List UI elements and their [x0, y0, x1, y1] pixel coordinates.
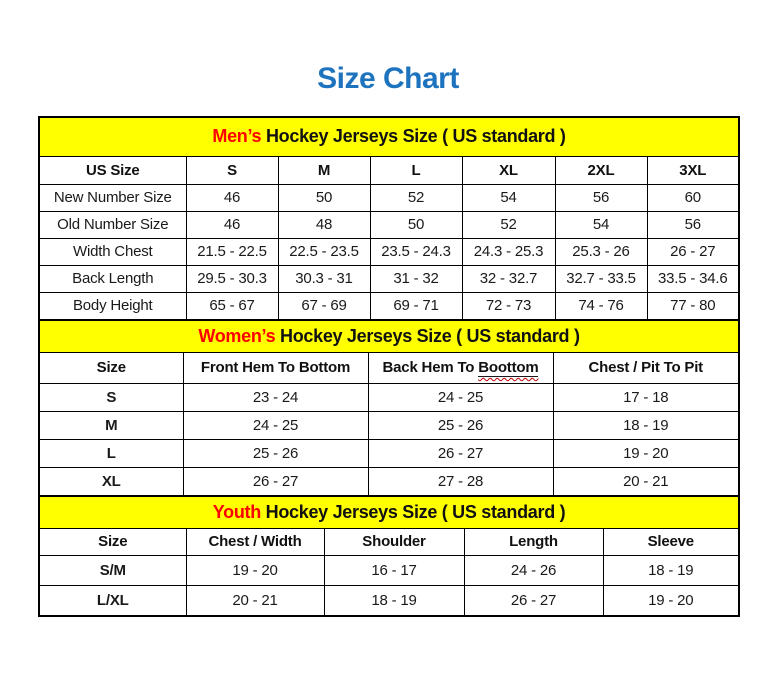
column-header: XL — [462, 156, 555, 184]
size-cell: 54 — [555, 211, 647, 238]
womens-banner-text: Hockey Jerseys Size ( US standard ) — [275, 325, 580, 346]
size-cell: 46 — [186, 211, 278, 238]
column-header: Sleeve — [603, 528, 739, 555]
womens-banner — [39, 320, 739, 353]
size-cell: 26 - 27 — [464, 585, 603, 616]
size-cell: 56 — [555, 184, 647, 211]
size-cell: 27 - 28 — [368, 467, 553, 496]
womens-header-row — [39, 352, 739, 383]
size-cell: 21.5 - 22.5 — [186, 238, 278, 265]
size-cell: 26 - 27 — [368, 439, 553, 467]
table-row — [39, 265, 739, 292]
size-cell: 48 — [278, 211, 370, 238]
size-cell: 74 - 76 — [555, 292, 647, 320]
size-cell: 16 - 17 — [324, 555, 464, 585]
row-label: Old Number Size — [39, 211, 186, 238]
table-row — [39, 184, 739, 211]
size-cell: 18 - 19 — [553, 411, 739, 439]
size-cell: 50 — [370, 211, 462, 238]
size-cell: 72 - 73 — [462, 292, 555, 320]
size-cell: 69 - 71 — [370, 292, 462, 320]
womens-banner-row — [39, 320, 739, 353]
size-cell: 30.3 - 31 — [278, 265, 370, 292]
size-cell: 50 — [278, 184, 370, 211]
column-header: Size — [39, 528, 186, 555]
size-cell: 19 - 20 — [603, 585, 739, 616]
womens-banner-highlight: Women’s — [198, 325, 276, 346]
table-row — [39, 238, 739, 265]
size-cell: 18 - 19 — [324, 585, 464, 616]
row-label: S/M — [39, 555, 186, 585]
size-cell: 77 - 80 — [647, 292, 739, 320]
size-cell: 26 - 27 — [647, 238, 739, 265]
size-cell: 22.5 - 23.5 — [278, 238, 370, 265]
column-header: Chest / Pit To Pit — [553, 352, 739, 383]
size-cell: 32 - 32.7 — [462, 265, 555, 292]
youth-banner-highlight: Youth — [212, 501, 261, 522]
size-cell: 23.5 - 24.3 — [370, 238, 462, 265]
table-row — [39, 555, 739, 585]
mens-banner-text: Hockey Jerseys Size ( US standard ) — [261, 126, 566, 146]
mens-banner — [39, 117, 739, 157]
size-cell: 25 - 26 — [183, 439, 368, 467]
size-cell: 33.5 - 34.6 — [647, 265, 739, 292]
mens-size-table — [38, 116, 740, 321]
table-row — [39, 585, 739, 616]
row-label: L — [39, 439, 183, 467]
back-hem-prefix: Back Hem To — [382, 359, 479, 376]
column-header: S — [186, 156, 278, 184]
row-label: M — [39, 411, 183, 439]
size-cell: 25 - 26 — [368, 411, 553, 439]
row-label: Body Height — [39, 292, 186, 320]
size-cell: 23 - 24 — [183, 383, 368, 411]
page-title: Size Chart — [317, 62, 459, 95]
size-chart — [38, 116, 738, 617]
size-cell: 31 - 32 — [370, 265, 462, 292]
size-cell: 60 — [647, 184, 739, 211]
mens-banner-highlight: Men’s — [212, 126, 262, 146]
size-cell: 24 - 25 — [368, 383, 553, 411]
table-row — [39, 467, 739, 496]
youth-banner-row — [39, 496, 739, 529]
size-cell: 32.7 - 33.5 — [555, 265, 647, 292]
size-cell: 20 - 21 — [186, 585, 324, 616]
table-row — [39, 411, 739, 439]
size-cell: 20 - 21 — [553, 467, 739, 496]
size-cell: 18 - 19 — [603, 555, 739, 585]
size-cell: 19 - 20 — [553, 439, 739, 467]
column-header: Size — [39, 352, 183, 383]
youth-banner — [39, 496, 739, 529]
youth-header-row — [39, 528, 739, 555]
column-header: 2XL — [555, 156, 647, 184]
womens-size-table — [38, 319, 740, 497]
table-row — [39, 439, 739, 467]
size-cell: 29.5 - 30.3 — [186, 265, 278, 292]
row-label: XL — [39, 467, 183, 496]
size-cell: 46 — [186, 184, 278, 211]
youth-banner-text: Hockey Jerseys Size ( US standard ) — [260, 501, 566, 522]
size-cell: 19 - 20 — [186, 555, 324, 585]
size-cell: 67 - 69 — [278, 292, 370, 320]
row-label: New Number Size — [39, 184, 186, 211]
size-cell: 17 - 18 — [553, 383, 739, 411]
table-row — [39, 383, 739, 411]
row-label: L/XL — [39, 585, 186, 616]
row-label: S — [39, 383, 183, 411]
size-cell: 54 — [462, 184, 555, 211]
column-header: L — [370, 156, 462, 184]
size-cell: 26 - 27 — [183, 467, 368, 496]
size-cell: 52 — [370, 184, 462, 211]
column-header: 3XL — [647, 156, 739, 184]
mens-banner-row — [39, 117, 739, 157]
column-header: Front Hem To Bottom — [183, 352, 368, 383]
row-label: Width Chest — [39, 238, 186, 265]
column-header: Chest / Width — [186, 528, 324, 555]
column-header: Shoulder — [324, 528, 464, 555]
column-header: US Size — [39, 156, 186, 184]
size-cell: 56 — [647, 211, 739, 238]
mens-header-row — [39, 156, 739, 184]
size-cell: 24 - 26 — [464, 555, 603, 585]
misspelled-word: Boottom — [478, 359, 539, 376]
size-cell: 65 - 67 — [186, 292, 278, 320]
size-cell: 25.3 - 26 — [555, 238, 647, 265]
table-row — [39, 211, 739, 238]
table-row — [39, 292, 739, 320]
size-cell: 52 — [462, 211, 555, 238]
column-header: Length — [464, 528, 603, 555]
column-header-misspelled — [368, 352, 553, 383]
row-label: Back Length — [39, 265, 186, 292]
column-header: M — [278, 156, 370, 184]
youth-size-table — [38, 495, 740, 617]
size-cell: 24 - 25 — [183, 411, 368, 439]
size-cell: 24.3 - 25.3 — [462, 238, 555, 265]
